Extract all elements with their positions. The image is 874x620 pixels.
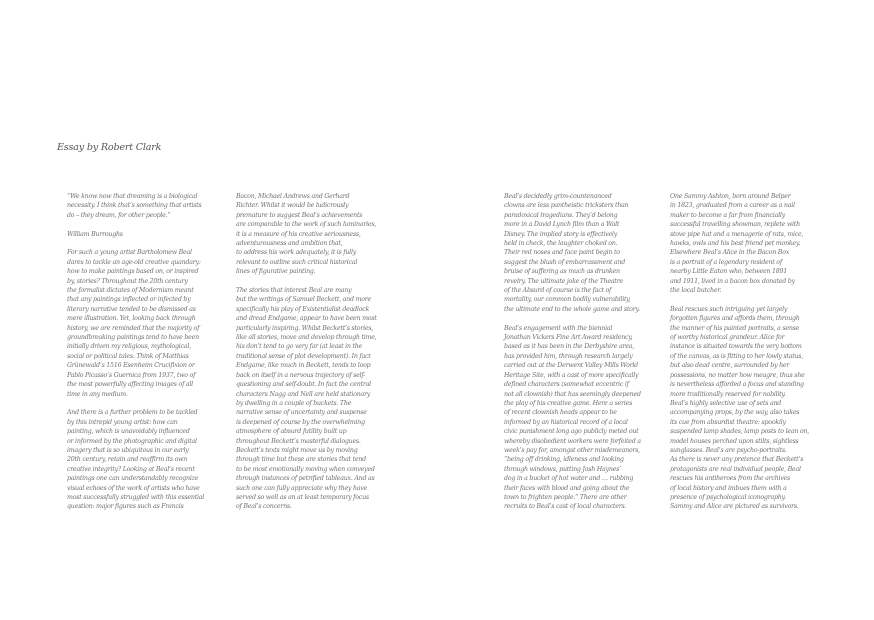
text-line: Beal’s engagement with the biennial — [504, 324, 613, 332]
text-line: Beal rescues such intriguing yet largely — [670, 305, 788, 313]
text-column-1 — [67, 192, 247, 521]
text-line: William Burroughs — [67, 230, 123, 238]
text-line: sunglasses. Beal’s are psycho-portraits. — [670, 446, 787, 454]
paragraph — [670, 192, 850, 295]
text-line: history, we are reminded that the majority of — [67, 324, 200, 332]
text-line: his don’t tend to go very far (at least in the — [236, 343, 363, 351]
text-line: question: major figures such as Francis — [67, 503, 184, 511]
text-line: paintings one can understandably recognize — [67, 475, 199, 483]
paragraph — [236, 286, 416, 512]
text-line: time in any medium. — [67, 390, 128, 398]
text-line: Beal’s decidedly grim-countenanced — [504, 193, 612, 200]
text-line: imagery that is so ubiquitous in our early — [67, 446, 189, 454]
text-line: throughout Beckett’s masterful dialogues. — [236, 437, 361, 445]
text-line: protagonists are real individual people, Beal — [670, 465, 801, 473]
text-line: most successfully struggled with this essential — [67, 493, 205, 501]
text-line: whereby disobedient workers were forfeited a — [504, 437, 641, 445]
text-line: instance is situated towards the very bottom — [670, 343, 802, 351]
text-line: Grünewald’s 1516 Esenheim Crucifixion or — [67, 362, 195, 370]
text-line: the most powerfully affecting images of all — [67, 381, 193, 389]
text-line: but the writings of Samuel Beckett, and more — [236, 296, 371, 304]
text-line: maker to become a far from financially — [670, 211, 785, 219]
text-line: presence of psychological iconography. — [670, 493, 786, 501]
text-line: adventurousness and ambition that, — [236, 240, 343, 248]
text-line: literary narrative tended to be dismissed as — [67, 305, 196, 313]
text-line: “We know now that dreaming is a biological — [67, 193, 198, 200]
paragraph — [236, 192, 416, 277]
text-line: model houses perched upon stilts, sightless — [670, 437, 799, 445]
text-line: how to make paintings based on, or inspired — [67, 268, 199, 276]
text-line: more in a David Lynch film than a Walt — [504, 221, 620, 229]
text-line: has provided him, through research largely — [504, 352, 633, 360]
text-line: stove pipe hat and a menagerie of rats, mice, — [670, 230, 804, 238]
text-line: is nevertheless afforded a focus and standing — [670, 381, 804, 389]
text-line: mortality, our common bodily vulnerability, — [504, 296, 631, 304]
text-line: groundbreaking paintings tend to have been — [67, 334, 199, 342]
text-line: the formalist dictates of Modernism meant — [67, 287, 194, 295]
text-line: back on itself in a nervous trajectory of self- — [236, 371, 366, 379]
text-line: rescues his antiheroes from the archives — [670, 475, 791, 483]
text-line: of the canvas, as is fitting to her lowly status, — [670, 352, 804, 360]
text-line: Jonathan Vickers Fine Art Award residency, — [504, 334, 633, 342]
text-line: Disney. The implied story is effectively — [504, 230, 617, 238]
text-line: visual echoes of the work of artists who have — [67, 484, 200, 492]
text-line: recruits to Beal’s cast of local characters. — [504, 503, 627, 511]
text-line: the manner of his painted portraits, a sense — [670, 324, 800, 332]
text-line: 20th century, retain and reaffirm its own — [67, 456, 188, 464]
text-line: suggest the blush of embarrassment and — [504, 258, 626, 266]
text-line: successful travelling showman, replete with — [670, 221, 800, 229]
text-line: forgotten figures and affords them, through — [670, 315, 800, 323]
text-line: of Beal’s concerns. — [236, 503, 292, 511]
text-line: the play of his creative game. Here a series — [504, 399, 633, 407]
text-line: bruise of suffering as much as drunken — [504, 268, 620, 276]
text-line: of recent clownish heads appear to be — [504, 409, 617, 417]
text-line: such one can fully appreciate why they have — [236, 484, 368, 492]
text-column-3 — [504, 192, 684, 521]
paragraph — [67, 408, 247, 511]
text-column-2 — [236, 192, 416, 521]
text-line: Beckett’s texts might move us by moving — [236, 446, 358, 454]
text-line: defined characters (somewhat eccentric if — [504, 381, 629, 389]
text-line: relevant to outline such critical historical — [236, 258, 358, 266]
text-line: Endgame, like much in Beckett, tends to loop — [236, 362, 371, 370]
text-line: Bacon, Michael Andrews and Gerhard — [236, 193, 350, 200]
essay-title: Essay by Robert Clark — [57, 142, 162, 153]
text-line: dog in a bucket of hot water and … rubbing — [504, 475, 634, 483]
text-line: Their red noses and face paint begin to — [504, 249, 620, 257]
text-line: do – they dream, for other people.” — [67, 211, 171, 219]
text-line: revelry. The ultimate joke of the Theatre — [504, 277, 623, 285]
paragraph — [67, 192, 247, 220]
text-line: through windows, putting Josh Haynes’ — [504, 465, 621, 473]
text-line: it is a measure of his creative seriousness, — [236, 230, 361, 238]
text-line: based as it has been in the Derbyshire area, — [504, 343, 634, 351]
text-line: characters Nagg and Nell are held stationary — [236, 390, 371, 398]
text-line: town to frighten people.” There are other — [504, 493, 627, 501]
text-line: through time but these are stories that tend — [236, 456, 366, 464]
text-line: are comparable to the work of such luminaries, — [236, 221, 377, 229]
text-line: narrative sense of uncertainty and suspense — [236, 409, 367, 417]
text-line: suspended lamp shades, lamp posts to lean on, — [670, 428, 809, 436]
text-line: Pablo Picasso’s Guernica from 1937, two of — [67, 371, 196, 379]
text-line: As there is never any pretence that Beckett’s — [670, 456, 804, 464]
text-line: social or political tales. Think of Matthias — [67, 352, 189, 360]
text-line: the local butcher. — [670, 287, 722, 295]
text-line: is a portrait of a legendary resident of — [670, 258, 782, 266]
text-line: week’s pay for, amongst other misdemeanors, — [504, 446, 640, 454]
text-line: civic punishment long ago publicly meted out — [504, 428, 639, 436]
text-line: specifically his play of Existentialist deadlock — [236, 305, 370, 313]
text-line: and 1911, lived in a bacon box donated by — [670, 277, 795, 285]
text-line: carried out at the Derwent Valley Mills World — [504, 362, 638, 370]
text-line: particularly inspiring. Whilst Beckett’s stories, — [236, 324, 374, 332]
text-line: by dwelling in a couple of buckets. The — [236, 399, 352, 407]
text-line: its cue from absurdist theatre: spookily — [670, 418, 786, 426]
paragraph — [670, 305, 850, 512]
text-column-4 — [670, 192, 850, 521]
text-line: The stories that interest Beal are many — [236, 287, 352, 295]
text-line: creative integrity? Looking at Beal’s recent — [67, 465, 195, 473]
text-line: is deepened of course by the overwhelming — [236, 418, 365, 426]
text-line: in 1823, graduated from a career as a nail — [670, 202, 795, 210]
text-line: One Sammy Ashton, born around Belper — [670, 193, 791, 200]
text-line: necessity. I think that’s something that artists — [67, 202, 202, 210]
text-line: but also dead centre, surrounded by her — [670, 362, 790, 370]
text-line: And there is a further problem to be tackled — [67, 409, 198, 417]
paragraph — [67, 248, 247, 399]
text-line: lines of figurative painting. — [236, 268, 316, 276]
text-line: Beal’s highly selective use of sets and — [670, 399, 782, 407]
text-line: initially driven my religious, mythological, — [67, 343, 191, 351]
text-line: possessions, no matter how meagre, thus she — [670, 371, 805, 379]
text-line: Sammy and Alice are pictured as survivors. — [670, 503, 799, 511]
text-line: dares to tackle an age-old creative quandary: — [67, 258, 201, 266]
text-line: premature to suggest Beal’s achievements — [236, 211, 363, 219]
text-line: or informed by the photographic and digital — [67, 437, 197, 445]
text-line: through instances of petrified tableaux. And as — [236, 475, 375, 483]
text-line: not all clownish) that has seemingly deepened — [504, 390, 641, 398]
text-line: informed by an historical record of a local — [504, 418, 628, 426]
text-line: nearby Little Eaton who, between 1891 — [670, 268, 788, 276]
text-line: accompanying props, by the way, also takes — [670, 409, 800, 417]
text-line: by this intrepid young artist: how can — [67, 418, 178, 426]
text-line: painting, which is unavoidably influenced — [67, 428, 190, 436]
paragraph — [504, 324, 684, 512]
text-line: atmosphere of absurd futility built up — [236, 428, 347, 436]
text-line: Elsewhere Beal’s Alice in the Bacon Box — [670, 249, 790, 257]
text-line: and dread Endgame, appear to have been most — [236, 315, 377, 323]
text-line: by, stories? Throughout the 20th century — [67, 277, 188, 285]
paragraph — [67, 230, 247, 239]
text-line: Richter. Whilst it would be ludicrously — [236, 202, 349, 210]
text-line: “being off drinking, idleness and looking — [504, 456, 624, 464]
text-line: paradoxical tragedians. They’d belong — [504, 211, 618, 219]
text-line: to address his work adequately, it is fully — [236, 249, 357, 257]
text-line: to be most emotionally moving when conveyed — [236, 465, 375, 473]
text-line: of the Absurd of course is the fact of — [504, 287, 612, 295]
text-line: traditional sense of plot development). In fact — [236, 352, 371, 360]
text-line: that any paintings inflected or infected by — [67, 296, 191, 304]
text-line: mere illustration. Yet, looking back through — [67, 315, 196, 323]
text-line: the ultimate end to the whole game and story. — [504, 305, 640, 313]
text-line: clowns are less pantheistic tricksters than — [504, 202, 629, 210]
text-line: of local history and imbues them with a — [670, 484, 787, 492]
text-line: like all stories, move and develop through time, — [236, 334, 377, 342]
text-line: their faces with blood and going about the — [504, 484, 630, 492]
text-line: more traditionally reserved for nobility. — [670, 390, 786, 398]
text-line: served so well as an at least temporary focus — [236, 493, 369, 501]
text-line: questioning and self-doubt. In fact the central — [236, 381, 371, 389]
text-line: For such a young artist Bartholomew Beal — [67, 249, 192, 257]
text-line: Heritage Site, with a cast of more specifically — [504, 371, 639, 379]
text-line: of worthy historical grandeur. Alice for — [670, 334, 785, 342]
paragraph — [504, 192, 684, 314]
text-line: hawks, owls and his best friend pet monkey. — [670, 240, 801, 248]
text-line: held in check, the laughter choked on. — [504, 240, 618, 248]
